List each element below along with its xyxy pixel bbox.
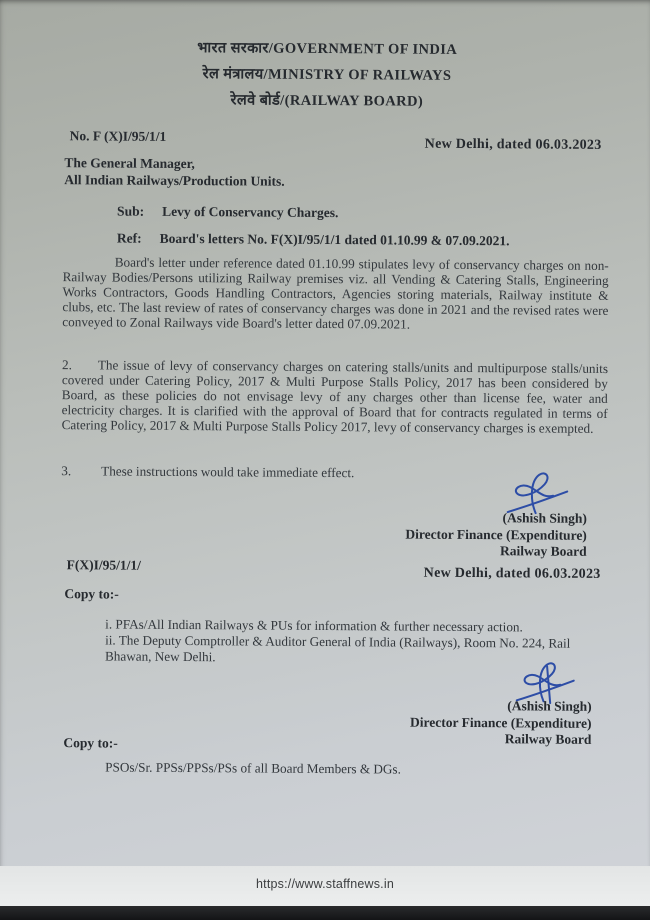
copy-item-1: i. PFAs/All Indian Railways & PUs for information & further necessary action.	[105, 616, 523, 635]
reference-label: Ref:	[116, 230, 142, 246]
source-url: https://www.staffnews.in	[256, 877, 394, 891]
followup-file-number: F(X)I/95/1/1/	[66, 557, 141, 573]
subject-text: Levy of Conservancy Charges.	[162, 203, 339, 221]
signature-block-2	[410, 698, 592, 749]
paragraph-3-number: 3.	[61, 463, 72, 479]
subject-label: Sub:	[117, 203, 145, 219]
signatory-name: (Ashish Singh)	[507, 698, 592, 714]
letterhead	[2, 34, 650, 117]
signatory-name: (Ashish Singh)	[502, 510, 588, 526]
paragraph-3-text: These instructions would take immediate effect.	[101, 463, 355, 481]
signatory-org: Railway Board	[500, 543, 587, 559]
letterhead-line-govt: भारत सरकार/GOVERNMENT OF INDIA	[197, 40, 458, 58]
signatory-title: Director Finance (Expenditure)	[409, 714, 592, 731]
letterhead-line-board: रेलवे बोर्ड/(RAILWAY BOARD)	[230, 92, 424, 110]
footer-strip	[0, 866, 650, 906]
subject-line	[117, 204, 338, 222]
signature-block-1	[405, 510, 587, 561]
body-paragraph-1: Board's letter under reference dated 01.10.99 stipulates levy of conservancy charges on non-Railway Bodies/Persons utilizing Railway premises viz. all Vending & Catering Stalls, Engineering Works Contractors, Goods Handling Contractors, Agencies storing materials, Railway institute & clubs, etc. The last review of rates of conservancy charges was done in 2021 and the revised rates were conveyed to Zonal Railways vide Board's letter dated 07.09.2021.	[62, 254, 609, 332]
copy-to-recipients-2: PSOs/Sr. PPSs/PPSs/PSs of all Board Members & DGs.	[105, 759, 401, 777]
photo-edge-bar	[0, 906, 650, 920]
copy-item-2: ii. The Deputy Comptroller & Auditor General of India (Railways), Room No. 224, Rail Bhawan, New Delhi.	[104, 632, 571, 665]
copy-to-label-1: Copy to:-	[64, 586, 119, 602]
reference-line	[117, 231, 510, 250]
reference-text: Board's letters No. F(X)I/95/1/1 dated 01.10.99 & 07.09.2021.	[159, 230, 510, 249]
followup-place-date: New Delhi, dated 06.03.2023	[423, 565, 601, 582]
place-date-line: New Delhi, dated 06.03.2023	[424, 136, 602, 153]
paragraph-2-text: The issue of levy of conservancy charges on catering stalls/units and multipurpose stalls/units covered under Catering Policy, 2017 & Multi Purpose Stalls Policy, 2017 has been considered by Board, as these policies do not envisage levy of any charges other than license fee, water and electricity charges. It is clarified with the approval of Board that for contracts regulated in terms of Catering Policy, 2017 & Multi Purpose Stalls Policy 2017, levy of conservancy charges is exempted.	[61, 357, 609, 436]
body-paragraph-2	[62, 358, 609, 436]
paragraph-2-number: 2.	[61, 357, 72, 373]
addressee-line-1: The General Manager,	[64, 155, 195, 172]
copy-to-label-2: Copy to:-	[63, 735, 118, 751]
signatory-title: Director Finance (Expenditure)	[405, 526, 587, 543]
file-number: No. F (X)I/95/1/1	[69, 128, 167, 144]
signatory-org: Railway Board	[504, 731, 592, 747]
addressee-line-2: All Indian Railways/Production Units.	[64, 172, 285, 189]
letterhead-line-ministry: रेल मंत्रालय/MINISTRY OF RAILWAYS	[202, 66, 452, 84]
